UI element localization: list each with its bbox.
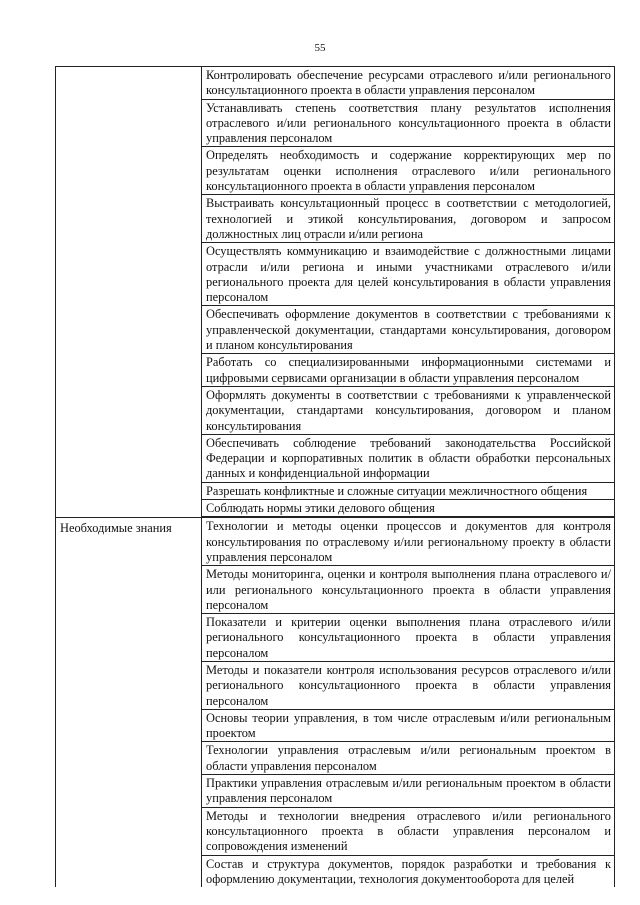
skill-item: Устанавливать степень соответствия плану результатов исполнения отраслевого и/или регионального консультационного проекта в области управления персоналом xyxy=(202,100,615,148)
section-label-required-knowledge: Необходимые знания xyxy=(55,518,202,887)
section-label xyxy=(55,67,202,517)
skill-item: Соблюдать нормы этики делового общения xyxy=(202,500,615,517)
competency-table xyxy=(55,66,615,887)
knowledge-item: Основы теории управления, в том числе отраслевым и/или региональным проектом xyxy=(202,710,615,743)
knowledge-item: Показатели и критерии оценки выполнения плана отраслевого и/или регионального консультационного проекта в области управления персоналом xyxy=(202,614,615,662)
skills-list xyxy=(202,67,615,517)
knowledge-item: Состав и структура документов, порядок разработки и требования к оформлению документации, технология документооборота для целей xyxy=(202,856,615,888)
knowledge-item: Практики управления отраслевым и/или региональным проектом в области управления персоналом xyxy=(202,775,615,808)
skill-item: Оформлять документы в соответствии с требованиями к управленческой документации, стандартами консультирования, договором и планом консультирования xyxy=(202,387,615,435)
skill-item: Обеспечивать соблюдение требований законодательства Российской Федерации и корпоративных политик в области обработки персональных данных и конфиденциальной информации xyxy=(202,435,615,483)
skill-item: Осуществлять коммуникацию и взаимодействие с должностными лицами отрасли и/или региона и иными участниками отраслевого и/или регионального проекта для целей консультирования в области управления персоналом xyxy=(202,243,615,306)
knowledge-item: Методы мониторинга, оценки и контроля выполнения плана отраслевого и/или регионального консультационного проекта в области управления персоналом xyxy=(202,566,615,614)
knowledge-item: Технологии управления отраслевым и/или региональным проектом в области управления персоналом xyxy=(202,742,615,775)
skill-item: Обеспечивать оформление документов в соответствии с требованиями к управленческой документации, стандартами консультирования, договором и планом консультирования xyxy=(202,306,615,354)
knowledge-item: Технологии и методы оценки процессов и документов для контроля консультирования по отраслевому и/или региональному проекту в области управления персоналом xyxy=(202,518,615,566)
knowledge-list xyxy=(202,518,615,887)
skill-item: Работать со специализированными информационными системами и цифровыми сервисами организации в области управления персоналом xyxy=(202,354,615,387)
skill-item: Разрешать конфликтные и сложные ситуации межличностного общения xyxy=(202,483,615,500)
skill-item: Контролировать обеспечение ресурсами отраслевого и/или регионального консультационного проекта в области управления персоналом xyxy=(202,67,615,100)
knowledge-item: Методы и показатели контроля использования ресурсов отраслевого и/или регионального консультационного проекта в области управления персоналом xyxy=(202,662,615,710)
skill-item: Определять необходимость и содержание корректирующих мер по результатам оценки исполнения отраслевого и/или регионального консультационного проекта в области управления персоналом xyxy=(202,147,615,195)
skill-item: Выстраивать консультационный процесс в соответствии с методологией, технологией и этикой консультирования, договором и запросом должностных лиц отрасли и/или региона xyxy=(202,195,615,243)
page-number: 55 xyxy=(314,42,326,54)
knowledge-section xyxy=(55,517,615,887)
knowledge-item: Методы и технологии внедрения отраслевого и/или регионального консультационного проекта в области управления персоналом и сопровождения изменений xyxy=(202,808,615,856)
skills-section xyxy=(55,67,615,517)
